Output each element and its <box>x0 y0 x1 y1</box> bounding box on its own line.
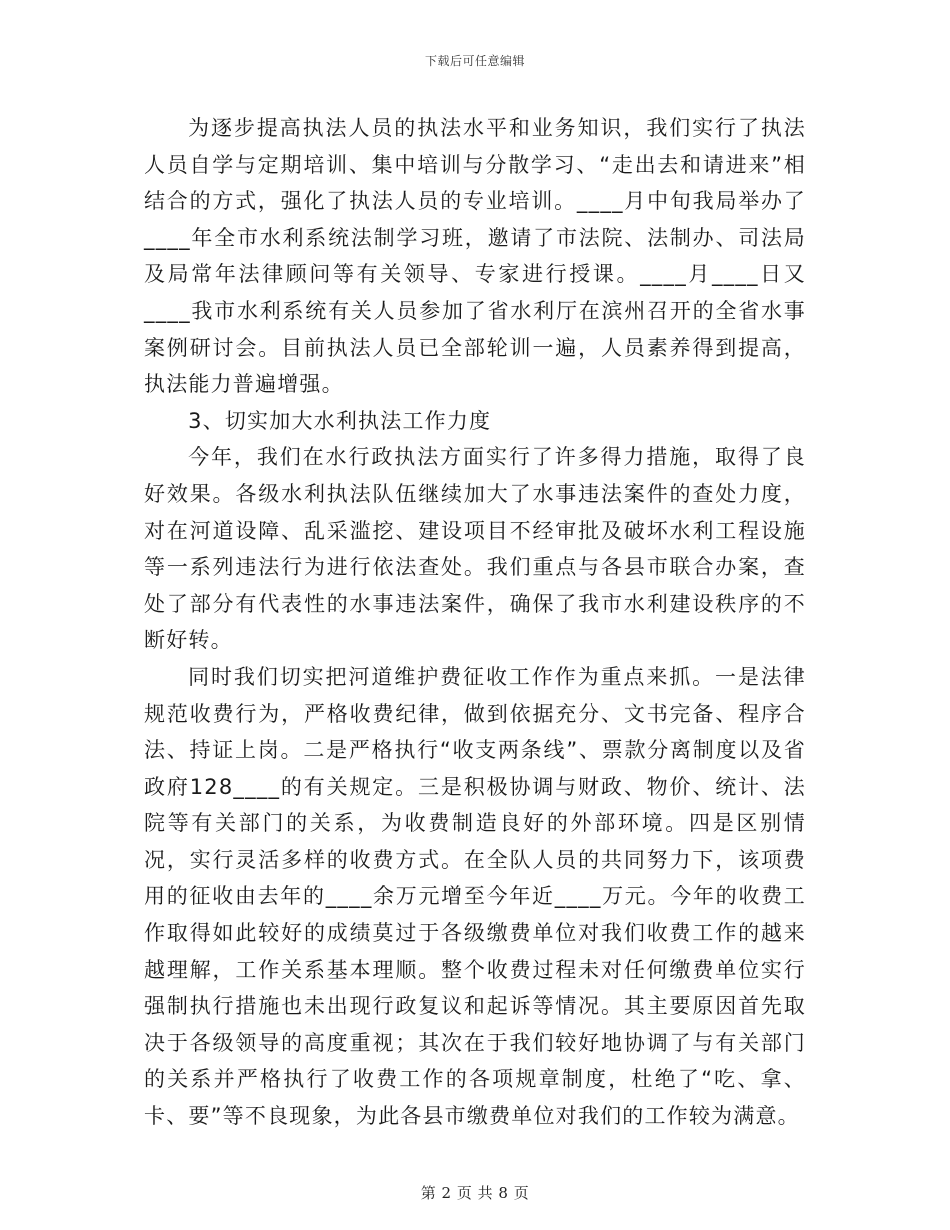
page-number: 第 2 页 共 8 页 <box>420 1184 530 1202</box>
paragraph-enforcement: 今年，我们在水行政执法方面实行了许多得力措施，取得了良好效果。各级水利执法队伍继续加大了水事违法案件的查处力度，对在河道设障、乱采滥挖、建设项目不经审批及破坏水利工程设施等一系列违法行为进行依法查处。我们重点与各县市联合办案，查处了部分有代表性的水事违法案件，确保了我市水利建设秩序的不断好转。 <box>144 445 806 653</box>
paragraph-fee-collection: 同时我们切实把河道维护费征收工作作为重点来抓。一是法律规范收费行为，严格收费纪律，做到依据充分、文书完备、程序合法、持证上岗。二是严格执行“收支两条线”、票款分离制度以及省政府128____的有关规定。三是积极协调与财政、物价、统计、法院等有关部门的关系，为收费制造良好的外部环境。四是区别情况，实行灵活多样的收费方式。在全队人员的共同努力下，该项费用的征收由去年的____余万元增至今年近____万元。今年的收费工作取得如此较好的成绩莫过于各级缴费单位对我们收费工作的越来越理解，工作关系基本理顺。整个收费过程未对任何缴费单位实行强制执行措施也未出现行政复议和起诉等情况。其主要原因首先取决于各级领导的高度重视；其次在于我们较好地协调了与有关部门的关系并严格执行了收费工作的各项规章制度，杜绝了“吃、拿、卡、要”等不良现象，为此各县市缴费单位对我们的工作较为满意。 <box>144 664 806 1129</box>
body-text <box>144 110 806 1135</box>
paragraph-training: 为逐步提高执法人员的执法水平和业务知识，我们实行了执法人员自学与定期培训、集中培训与分散学习、“走出去和请进来”相结合的方式，强化了执法人员的专业培训。____月中旬我局举办了____年全市水利系统法制学习班，邀请了市法院、法制办、司法局及局常年法律顾问等有关领导、专家进行授课。____月____日又____我市水利系统有关人员参加了省水利厅在滨州召开的全省水事案例研讨会。目前执法人员已全部轮训一遍，人员素养得到提高，执法能力普遍增强。 <box>144 116 806 397</box>
page-header: 下载后可任意编辑 <box>424 54 525 68</box>
section-heading: 3、切实加大水利执法工作力度 <box>188 408 492 433</box>
